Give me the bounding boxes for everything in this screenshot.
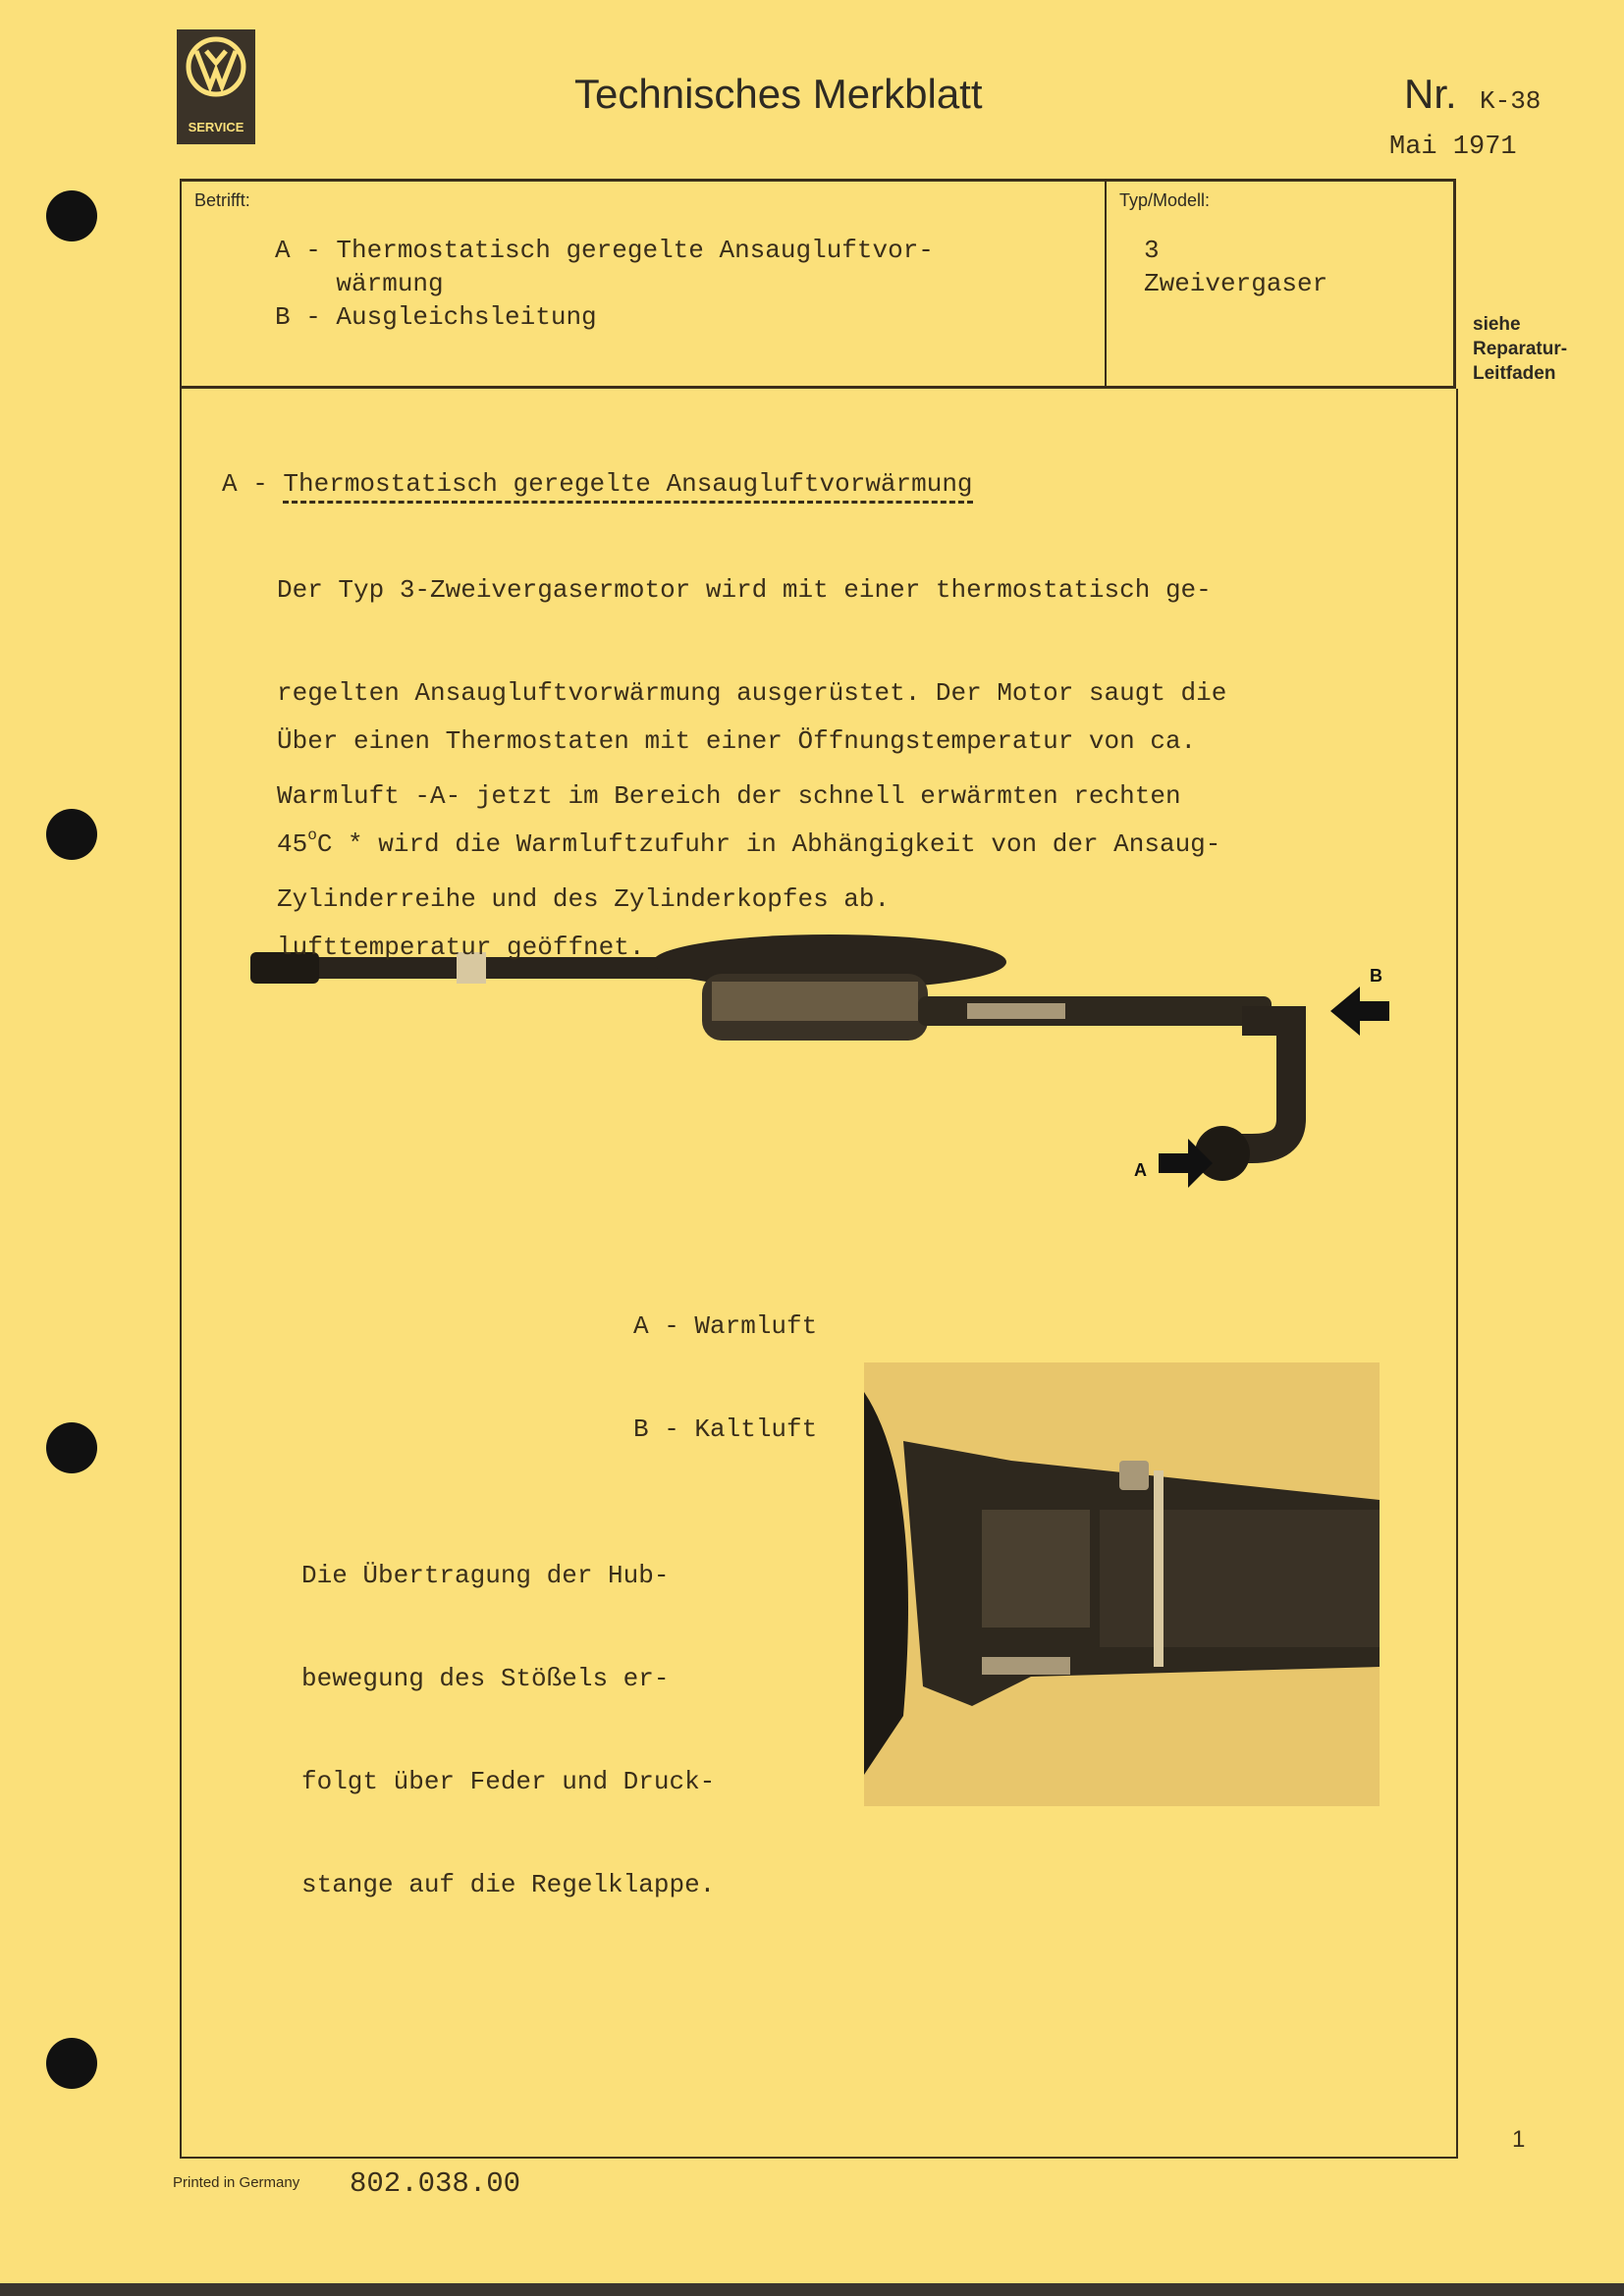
punch-hole	[46, 190, 97, 241]
caption-line: folgt über Feder und Druck-	[301, 1767, 716, 1796]
heading-prefix: A -	[222, 469, 284, 499]
logo-text: SERVICE	[188, 120, 244, 134]
punch-hole	[46, 2038, 97, 2089]
caption-line: Die Übertragung der Hub-	[301, 1561, 670, 1590]
caption-line: bewegung des Stößels er-	[301, 1664, 670, 1693]
section-heading	[222, 467, 973, 501]
label-a: A	[1134, 1160, 1147, 1180]
document-code: 802.038.00	[350, 2167, 521, 2200]
legend-item: B - Kaltluft	[633, 1415, 818, 1444]
text-line: regelten Ansaugluftvorwärmung ausgerüstet. Der Motor saugt die	[277, 678, 1227, 708]
model-line: Zweivergaser	[1144, 269, 1328, 298]
punch-hole	[46, 809, 97, 860]
model-label: Typ/Modell:	[1119, 190, 1211, 210]
legend-item: A - Warmluft	[633, 1311, 818, 1341]
degree-sign: o	[307, 827, 317, 844]
scan-edge	[0, 2283, 1624, 2296]
subject-label: Betrifft:	[194, 190, 250, 210]
page-title: Technisches Merkblatt	[574, 71, 983, 117]
text-segment: C * wird die Warmluftzufuhr in Abhängigkeit von der Ansaug-	[316, 829, 1221, 859]
punch-hole	[46, 1422, 97, 1473]
label-b: B	[1370, 966, 1382, 986]
thermostat-photo	[864, 1362, 1380, 1806]
vw-service-logo	[177, 29, 255, 144]
issue-date: Mai 1971	[1389, 133, 1517, 162]
temperature: 45	[277, 829, 308, 859]
vw-logo-icon	[177, 29, 255, 108]
subject-item: B - Ausgleichsleitung	[275, 302, 597, 332]
paragraph-2	[277, 656, 1220, 1034]
subject-item: wärmung	[275, 269, 444, 298]
figure-legend	[633, 1241, 817, 1516]
number-label: Nr.	[1404, 71, 1457, 117]
number-value: K-38	[1480, 86, 1542, 116]
note-line: Leitfaden	[1473, 363, 1556, 384]
note-line: Reparatur-	[1473, 339, 1568, 359]
text-line: Über einen Thermostaten mit einer Öffnungstemperatur von ca.	[277, 726, 1197, 756]
note-line: siehe	[1473, 314, 1521, 335]
text-line: Zylinderreihe und des Zylinderkopfes ab.	[277, 884, 891, 914]
heading-text: Thermostatisch geregelte Ansaugluftvorwärmung	[283, 469, 972, 504]
figure2-caption	[301, 1490, 715, 1971]
page-number: 1	[1512, 2126, 1526, 2153]
text-line: Warmluft -A- jetzt im Bereich der schnell erwärmten rechten	[277, 781, 1181, 811]
thermostat-image	[864, 1362, 1380, 1806]
printed-note: Printed in Germany	[173, 2174, 300, 2191]
subject-item: A - Thermostatisch geregelte Ansaugluftvor-	[275, 236, 934, 265]
reference-note	[1473, 312, 1567, 386]
model-line: 3	[1144, 236, 1160, 265]
model-value	[1144, 234, 1327, 300]
text-line: lufttemperatur geöffnet.	[277, 933, 645, 962]
caption-line: stange auf die Regelklappe.	[301, 1870, 716, 1899]
divider	[1105, 179, 1107, 389]
text-line: Der Typ 3-Zweivergasermotor wird mit einer thermostatisch ge-	[277, 575, 1212, 605]
text-line	[277, 828, 1220, 862]
subject-list	[275, 234, 934, 334]
